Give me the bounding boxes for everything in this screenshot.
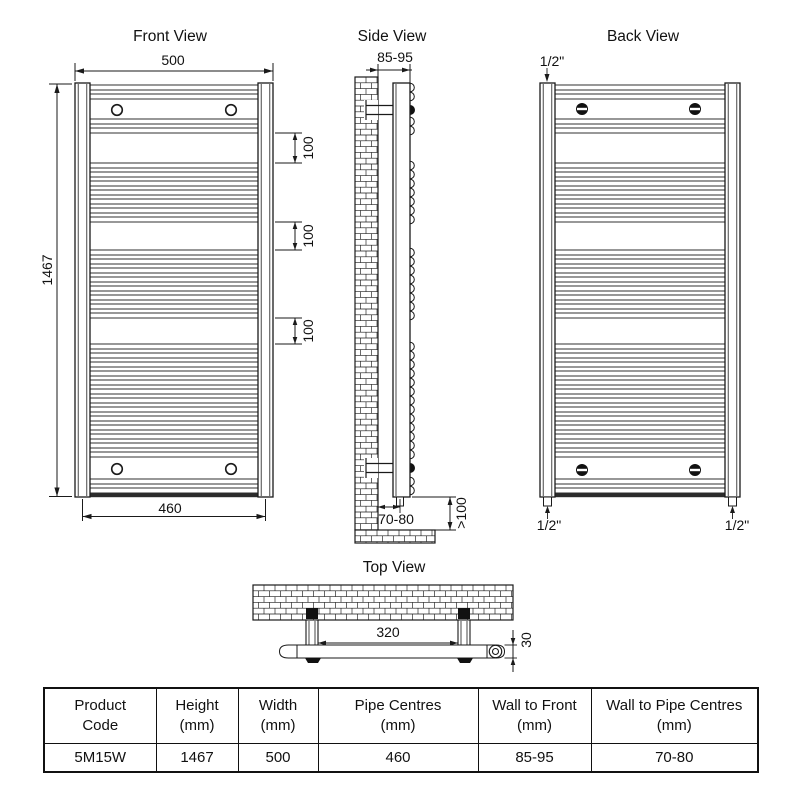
back-view-geometry <box>540 68 740 519</box>
top-bracket-centres-dimension-label: 320 <box>376 624 400 640</box>
top-view-title: Top View <box>362 559 426 576</box>
spec-header-width: Width (mm) <box>238 688 318 744</box>
spec-table <box>43 687 759 773</box>
side-floor-clearance-dimension-label: >100 <box>453 497 469 529</box>
spec-header-height: Height (mm) <box>156 688 238 744</box>
spec-header-wall-to-front: Wall to Front (mm) <box>478 688 591 744</box>
spec-value-height: 1467 <box>156 744 238 773</box>
front-view-title: Front View <box>133 28 207 45</box>
side-wall-to-pipe-dimension-label: 70-80 <box>378 511 414 527</box>
top-tube-diameter-dimension-label: 30 <box>518 632 534 648</box>
back-view-title: Back View <box>606 28 680 45</box>
spec-table-header-row <box>44 688 758 744</box>
spec-header-wall-to-pipe-centres: Wall to Pipe Centres (mm) <box>591 688 758 744</box>
front-bar-gap-dimension-label-1: 100 <box>300 136 316 160</box>
spec-header-product-code: Product Code <box>44 688 156 744</box>
front-width-dimension-label: 500 <box>161 52 185 68</box>
front-bar-gap-dimension-label-3: 100 <box>300 319 316 343</box>
side-wall-to-front-dimension-label: 85-95 <box>377 49 413 65</box>
back-connection-size-label-bottom-left: 1/2" <box>536 517 562 533</box>
back-connection-size-label-top: 1/2" <box>539 53 565 69</box>
spec-value-wall-to-front: 85-95 <box>478 744 591 773</box>
spec-value-wall-to-pipe-centres: 70-80 <box>591 744 758 773</box>
spec-header-pipe-centres: Pipe Centres (mm) <box>318 688 478 744</box>
spec-value-width: 500 <box>238 744 318 773</box>
spec-value-product-code: 5M15W <box>44 744 156 773</box>
back-connection-size-label-bottom-right: 1/2" <box>724 517 750 533</box>
side-view-title: Side View <box>357 28 427 45</box>
side-view-geometry <box>355 64 456 543</box>
front-height-dimension-label: 1467 <box>39 254 55 286</box>
spec-table-data-row <box>44 744 758 773</box>
front-pipe-centres-dimension-label: 460 <box>158 500 182 516</box>
front-view-geometry <box>49 63 302 521</box>
front-bar-gap-dimension-label-2: 100 <box>300 224 316 248</box>
spec-value-pipe-centres: 460 <box>318 744 478 773</box>
